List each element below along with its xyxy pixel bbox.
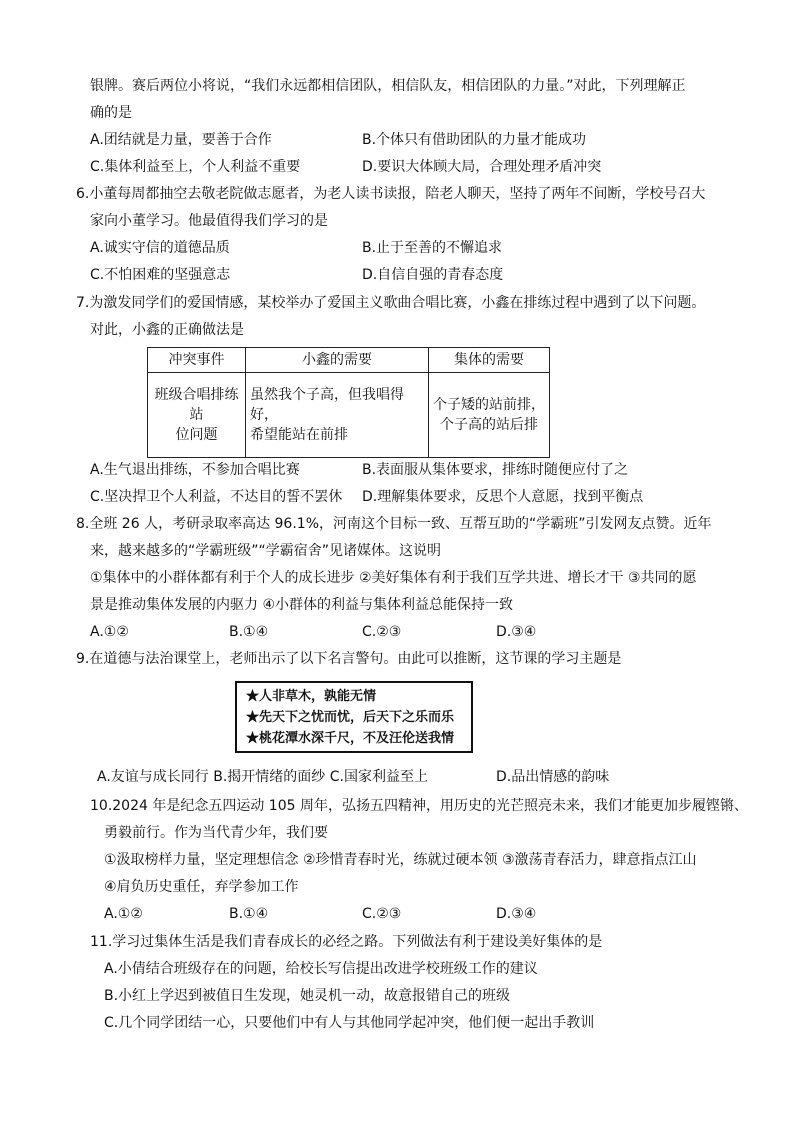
header-conflict-event: 冲突事件	[148, 348, 246, 373]
q5-option-c: C.集体利益至上，个人利益不重要	[90, 159, 301, 175]
q10-stem-line-4: ④肩负历史重任，弃学参加工作	[104, 879, 299, 895]
quote-line-1: ★人非草木，孰能无情	[246, 689, 377, 704]
q11-option-b: B.小红上学迟到被值日生发现，她灵机一动，故意报错自己的班级	[104, 988, 511, 1004]
cell-personal-line-3: 希望能站在前排	[250, 427, 348, 443]
q5-option-b: B.个体只有借助团队的力量才能成功	[362, 132, 587, 148]
q8-stem-line-2: 来，越来越多的“学霸班级”“学霸宿舍”见诸媒体。这说明	[90, 543, 442, 559]
q8-option-d: D.③④	[496, 624, 537, 640]
q8-option-a: A.①②	[90, 624, 129, 640]
q10-option-d: D.③④	[496, 906, 537, 922]
q8-stem-line-3: ①集体中的小群体都有利于个人的成长进步 ②美好集体有利于我们互学共进、增长才干 ③共同的愿	[90, 570, 697, 586]
q10-stem-line-3: ①汲取榜样力量，坚定理想信念 ②珍惜青春时光，练就过硬本领 ③激荡青春活力，肆意指点江山	[104, 852, 697, 868]
conflict-table-row	[148, 373, 550, 458]
q8-stem-line-1: 8.全班 26 人，考研录取率高达 96.1%，河南这个目标一致、互帮互助的“学霸班”引发网友点赞。近年	[76, 516, 712, 532]
q7-option-b: B.表面服从集体要求，排练时随便应付了之	[362, 462, 629, 478]
q11-option-c: C.几个同学团结一心，只要他们中有人与其他同学起冲突，他们便一起出手教训	[104, 1015, 595, 1031]
conflict-table	[147, 347, 550, 458]
q8-option-b: B.①④	[229, 624, 269, 640]
cell-personal-need	[246, 373, 429, 458]
q8-option-c: C.②③	[362, 624, 402, 640]
q9-stem-line-1: 9.在道德与法治课堂上，老师出示了以下名言警句。由此可以推断，这节课的学习主题是	[76, 651, 622, 667]
conflict-table-header-row	[148, 348, 550, 373]
cell-personal-line-1: 虽然我个子高，但我唱得	[250, 387, 404, 403]
q11-option-a: A.小倩结合班级存在的问题，给校长写信提出改进学校班级工作的建议	[104, 961, 538, 977]
quote-box	[235, 681, 473, 753]
q6-option-b: B.止于至善的不懈追求	[362, 240, 503, 256]
cell-collective-need	[429, 373, 550, 458]
cell-conflict-event	[148, 373, 246, 458]
q6-stem-line-1: 6.小董每周都抽空去敬老院做志愿者，为老人读书读报，陪老人聊天，坚持了两年不间断，学校号召大	[76, 186, 706, 202]
q5-stem-line-2: 确的是	[90, 105, 132, 121]
cell-collective-line-2: 个子高的站后排	[440, 417, 538, 433]
q6-option-c: C.不怕困难的坚强意志	[90, 267, 231, 283]
cell-event-line-1: 班级合唱排练站	[154, 387, 239, 423]
q10-stem-line-1: 10.2024 年是纪念五四运动 105 周年，弘扬五四精神，用历史的光芒照亮未来，我们才能更加步履铿锵、	[90, 798, 748, 814]
header-personal-need: 小鑫的需要	[246, 348, 429, 373]
q6-stem-line-2: 家向小董学习。他最值得我们学习的是	[90, 213, 328, 229]
cell-personal-line-2: 好，	[250, 407, 278, 423]
header-collective-need: 集体的需要	[429, 348, 550, 373]
q10-option-b: B.①④	[229, 906, 269, 922]
q7-option-c: C.坚决捍卫个人利益，不达目的誓不罢休	[90, 489, 343, 505]
q11-stem-line-1: 11.学习过集体生活是我们青春成长的必经之路。下列做法有利于建设美好集体的是	[90, 934, 603, 950]
q8-stem-line-4: 景是推动集体发展的内驱力 ④小群体的利益与集体利益总能保持一致	[90, 597, 513, 613]
q6-option-d: D.自信自强的青春态度	[362, 267, 504, 283]
quote-line-2: ★先天下之忧而忧，后天下之乐而乐	[246, 710, 455, 725]
q7-stem-line-2: 对此，小鑫的正确做法是	[90, 322, 244, 338]
q6-option-a: A.诚实守信的道德品质	[90, 240, 230, 256]
q7-option-a: A.生气退出排练，不参加合唱比赛	[90, 462, 300, 478]
q10-stem-line-2: 勇毅前行。作为当代青少年，我们要	[104, 825, 328, 841]
q7-stem-line-1: 7.为激发同学们的爱国情感，某校举办了爱国主义歌曲合唱比赛，小鑫在排练过程中遇到了以下问题。	[76, 295, 706, 311]
q5-stem-line-1: 银牌。赛后两位小将说，“我们永远都相信团队，相信队友，相信团队的力量。”对此，下列理解正	[90, 78, 686, 94]
q5-option-d: D.要识大体顾大局，合理处理矛盾冲突	[362, 159, 602, 175]
cell-collective-line-1: 个子矮的站前排，	[433, 397, 545, 413]
cell-event-line-2: 位问题	[175, 427, 218, 443]
q7-option-d: D.理解集体要求，反思个人意愿，找到平衡点	[362, 489, 644, 505]
q9-options-abc: A.友谊与成长同行 B.揭开情绪的面纱 C.国家利益至上	[97, 769, 428, 785]
q9-option-d: D.品出情感的韵味	[496, 769, 610, 785]
quote-line-3: ★桃花潭水深千尺，不及汪伦送我情	[246, 731, 455, 746]
q10-option-a: A.①②	[104, 906, 143, 922]
q10-option-c: C.②③	[362, 906, 402, 922]
q5-option-a: A.团结就是力量，要善于合作	[90, 132, 272, 148]
